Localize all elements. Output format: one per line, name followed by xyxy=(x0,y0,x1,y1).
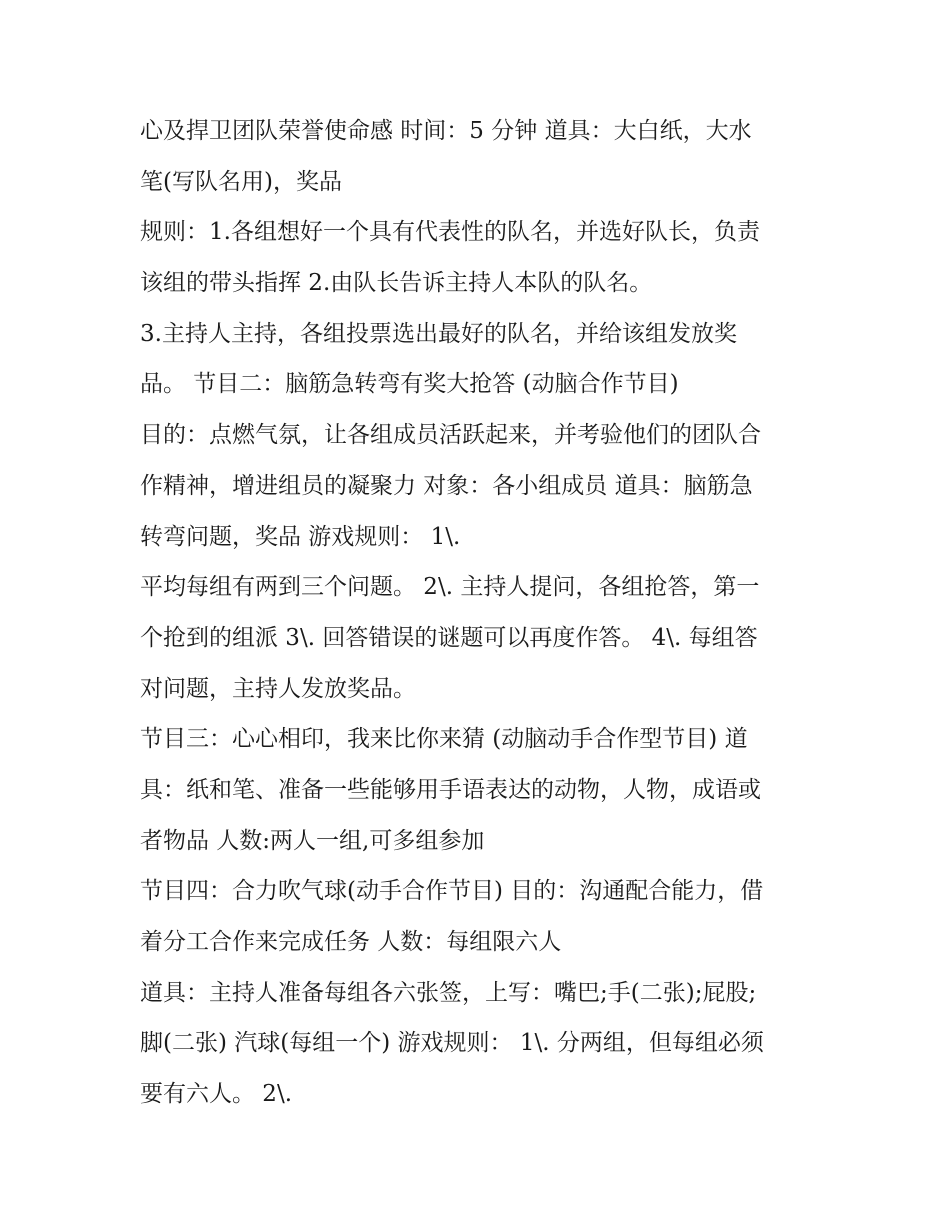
text-line: 者物品 人数:两人一组,可多组参加 xyxy=(140,827,485,854)
text-line: 转弯问题，奖品 游戏规则： 1\. xyxy=(140,523,461,550)
text-line: 品。 节目二：脑筋急转弯有奖大抢答 (动脑合作节目) xyxy=(140,371,679,398)
text-line: 着分工合作来完成任务 人数：每组限六人 xyxy=(140,929,562,955)
text-line: 该组的带头指挥 2.由队长告诉主持人本队的队名。 xyxy=(140,270,653,297)
text-line: 节目四：合力吹气球(动手合作节目) 目的：沟通配合能力，借 xyxy=(140,878,764,905)
text-line: 具：纸和笔、准备一些能够用手语表达的动物，人物，成语或 xyxy=(140,776,761,803)
text-line: 规则：1.各组想好一个具有代表性的队名，并选好队长，负责 xyxy=(140,219,760,246)
document-body xyxy=(140,106,820,1120)
text-line: 目的：点燃气氛，让各组成员活跃起来，并考验他们的团队合 xyxy=(140,422,761,449)
text-line: 平均每组有两到三个问题。 2\. 主持人提问，各组抢答，第一 xyxy=(140,574,760,601)
text-line: 作精神，增进组员的凝聚力 对象：各小组成员 道具：脑筋急 xyxy=(140,472,753,499)
text-line: 脚(二张) 汽球(每组一个) 游戏规则： 1\. 分两组，但每组必须 xyxy=(140,1030,764,1057)
text-line: 节目三：心心相印，我来比你来猜 (动脑动手合作型节目) 道 xyxy=(140,726,748,753)
text-line: 要有六人。 2\. xyxy=(140,1081,293,1108)
text-line: 笔(写队名用)，奖品 xyxy=(140,168,342,195)
text-line: 3.主持人主持，各组投票选出最好的队名，并给该组发放奖 xyxy=(140,320,737,347)
text-line: 对问题，主持人发放奖品。 xyxy=(140,675,416,702)
text-line: 心及捍卫团队荣誉使命感 时间：5 分钟 道具：大白纸，大水 xyxy=(140,118,752,144)
text-line: 道具：主持人准备每组各六张签，上写：嘴巴;手(二张);屁股; xyxy=(140,979,757,1006)
text-line: 个抢到的组派 3\. 回答错误的谜题可以再度作答。 4\. 每组答 xyxy=(140,624,758,651)
